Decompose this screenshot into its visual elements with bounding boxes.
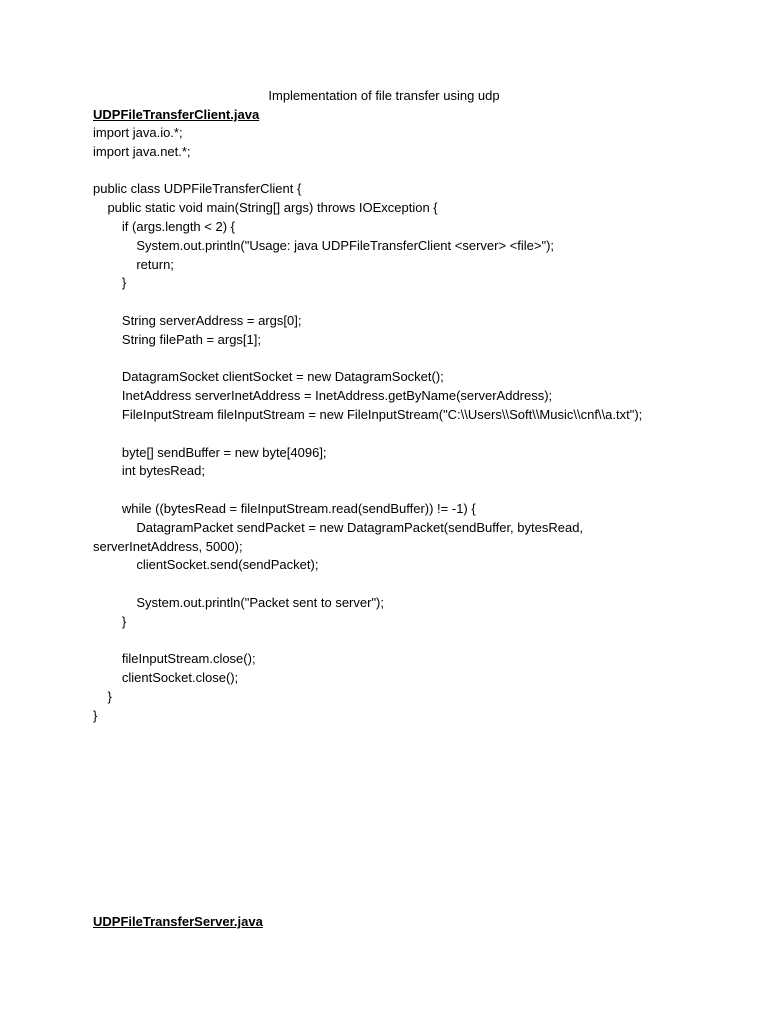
code-line: clientSocket.close(); — [93, 670, 239, 686]
code-line: serverInetAddress, 5000); — [93, 538, 243, 554]
code-line: import java.io.*; — [93, 125, 183, 140]
code-line: FileInputStream fileInputStream = new FileInputStream("C:\\Users\\Soft\\Music\\cnf\\a.txt"); — [93, 406, 643, 422]
code-line — [93, 162, 733, 181]
code-line: fileInputStream.close(); — [93, 651, 256, 667]
client-file-heading: UDPFileTransferClient.java — [93, 107, 260, 122]
code-line: byte[] sendBuffer = new byte[4096]; — [93, 444, 327, 460]
code-line: int bytesRead; — [93, 463, 205, 479]
code-line: public static void main(String[] args) throws IOException { — [93, 200, 438, 216]
code-line — [93, 425, 733, 444]
code-line: } — [93, 613, 127, 629]
server-file-heading: UDPFileTransferServer.java — [93, 914, 263, 929]
code-line: } — [93, 707, 98, 723]
code-line — [93, 632, 733, 651]
client-code-block — [93, 124, 733, 726]
code-line: import java.net.*; — [93, 143, 191, 159]
code-line: DatagramSocket clientSocket = new DatagramSocket(); — [93, 369, 444, 385]
code-line — [93, 350, 733, 369]
code-line: public class UDPFileTransferClient { — [93, 181, 302, 197]
code-line: String serverAddress = args[0]; — [93, 312, 302, 328]
code-line: DatagramPacket sendPacket = new DatagramPacket(sendBuffer, bytesRead, — [93, 519, 584, 535]
code-line: clientSocket.send(sendPacket); — [93, 557, 319, 573]
code-line: String filePath = args[1]; — [93, 331, 261, 347]
code-line: if (args.length < 2) { — [93, 218, 235, 234]
code-line — [93, 293, 733, 312]
document-title: Implementation of file transfer using udp — [268, 88, 500, 103]
code-line: System.out.println("Usage: java UDPFileTransferClient <server> <file>"); — [93, 237, 555, 253]
code-line: System.out.println("Packet sent to server"); — [93, 594, 384, 610]
code-line: InetAddress serverInetAddress = InetAddress.getByName(serverAddress); — [93, 388, 553, 404]
code-line: } — [93, 275, 127, 291]
code-line: while ((bytesRead = fileInputStream.read(sendBuffer)) != -1) { — [93, 500, 476, 516]
code-line: return; — [93, 256, 174, 272]
code-line: } — [93, 688, 112, 704]
code-line — [93, 575, 733, 594]
code-line — [93, 481, 733, 500]
